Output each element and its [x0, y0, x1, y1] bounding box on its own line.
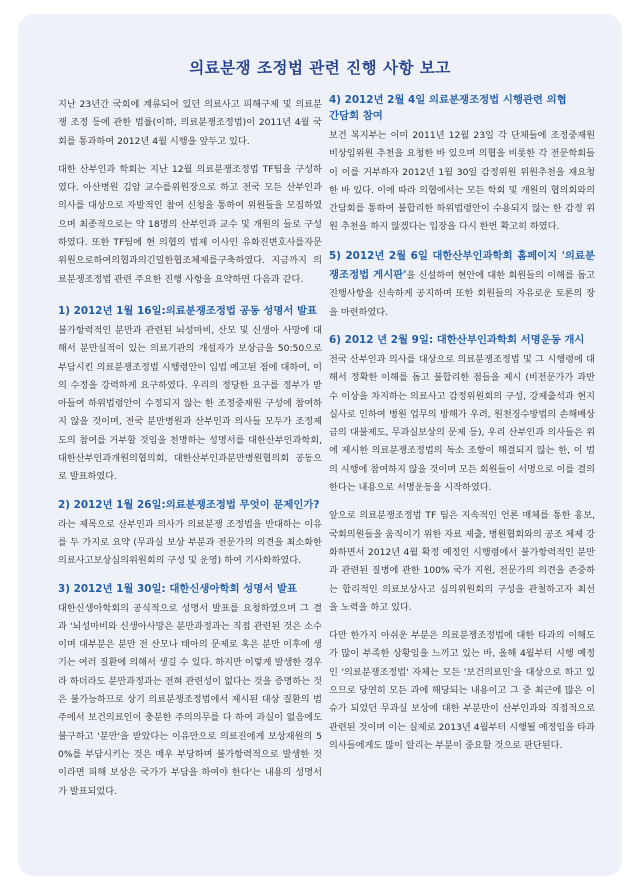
section-3 [58, 581, 322, 801]
intro-paragraph: 대한 산부인과 학회는 지난 12월 의료분쟁조정법 TF팀을 구성하였다. 아산병원 김암 교수를위원장으로 하고 전국 모든 산부인과 의사를 대상으로 자발적인 참여 신청을 통하여 위원들을 모집하였으며 최종적으로는 약 18명의 산부인과 교수 및 개원의 들로 구성하였다. 또한 TF팀에 현 의협의 법제 이사인 유화진변호사를자문위원으로하여의협과의긴밀한협조체제를구축하였다. 지금까지 의료분쟁조정법 관련 주요한 진행 사항을 요약하면 다음과 같다. [58, 163, 322, 285]
section-heading: 4) 2012년 2월 4일 의료분쟁조정법 시행관련 의협 간담회 참여 [329, 94, 567, 122]
section-body: 전국 산부인과 의사를 대상으로 의료분쟁조정법 및 그 시행령에 대해서 정확한 이해를 돕고 불합리한 점들을 제시 (비전문가가 과반수 이상을 차지하는 의료사고 감정위원회의 구성, 강제출석과 현지실사로 인하여 병원 업무의 방해가 우려, 원천징수방법의 손해배상금의 대불제도, 무과실보상의 문제 등), 우리 산부인과 의사들은 위에 제시한 의료분쟁조정법의 독소 조항이 해결되지 않는 한, 이 법의 시행에 참여하지 않을 것이며 모든 회원들이 서명으로 이를 결의한다는 내용으로 서명운동을 시작하였다. [329, 353, 595, 494]
section-2 [58, 497, 322, 571]
page-title: 의료분쟁 조정법 관련 진행 사항 보고 [189, 59, 451, 77]
section-body-inline [329, 247, 595, 322]
section-heading: 3) 2012년 1월 30일: 대한신생아학회 성명서 발표 [58, 582, 298, 595]
section-body: 다만 한가지 아쉬운 부분은 의료분쟁조정법에 대한 타과의 이해도가 많이 부족한 상황임을 느끼고 있는 바, 올해 4월부터 시행 예정인 '의료분쟁조정법' 자체는 모든 '보건의료인'을 대상으로 하고 있으므로 당연히 모든 과에 해당되는 내용이고 그 중 최근에 많은 이슈가 되었던 무과실 보상에 대한 부분만이 산부인과와 직접적으로 관련된 것이며 이는 실제로 2013년 4월부터 시행될 예정임을 타과 의사들에게도 많이 알리는 부분이 중요할 것으로 판단된다. [329, 630, 595, 751]
section-heading: 5) 2012년 2월 6일 대한산부인과학회 홈페이지 '의료분쟁조정법 게시판' [329, 249, 595, 282]
section-body: 대한신생아학회의 공식적으로 성명서 발표를 요청하였으며 그 결과 '뇌성마비와 신생아사망은 분만과정과는 직접 관련된 것은 소수이며 대부분은 분만 전 산모나 태아의 문제로 혹은 분만 이후에 생기는 여러 질환에 의해서 생길 수 있다. 하지만 이렇게 발생한 경우라 하더라도 분만과정과는 전혀 관련성이 없다는 것을 증명하는 것은 불가능하므로 상기 의료분쟁조정법에서 제시된 대상 질환의 범주에서 보건의료인이 충분한 주의의무를 다 하여 과실이 없음에도 불구하고 '분만'을 받았다는 이유만으로 의료진에게 보상재원의 50%를 부담시키는 것은 매우 부당하며 불가항력적으로 발생한 것이라면 피해 보상은 국가가 부담을 하여야 한다'는 내용의 성명서가 발표되었다. [58, 602, 322, 797]
section-body: 라는 제목으로 산부인과 의사가 의료분쟁 조정법을 반대하는 이유를 두 가지로 요약 (무과실 보상 부분과 전문가의 의견을 최소화한 의료사고보상심의위원회의 구성 및 운영) 하여 기사화하였다. [58, 518, 322, 567]
section-6 [329, 332, 595, 755]
intro-paragraph: 지난 23년간 국회에 계류되어 있던 의료사고 피해구제 및 의료분쟁 조정 등에 관한 법률(이하, 의료분쟁조정법)이 2011년 4월 국회를 통과하여 2012년 4월 시행을 앞두고 있다. [58, 99, 322, 147]
section-5 [329, 247, 595, 322]
section-4 [329, 92, 595, 237]
section-heading: 1) 2012년 1월 16일:의료분쟁조정법 공동 성명서 발표 [58, 304, 318, 317]
section-body: 불가항력적인 분만과 관련된 뇌성마비, 산모 및 신생아 사망에 대해서 분만실적이 있는 의료기관의 개설자가 보상금을 50:50으로 부담시킨 의료분쟁조정법 시행령안이 입법 예고된 점에 대하여, 이의 수정을 강력하게 요구하였다. 우리의 정당한 요구를 정부가 받아들여 하위법령안이 수정되지 않는 한 조정중재원 구성에 참여하지 않을 것이며, 전국 분만병원과 산부인과 의사들 모두가 조정제도의 참여를 거부할 것임을 천명하는 성명서를 대한산부인과학회, 대한산부인과개원의협의회, 대한산부인과분만병원협의회 공동으로 발표하였다. [58, 324, 322, 483]
section-heading: 2) 2012년 1월 26일:의료분쟁조정법 무엇이 문제인가? [58, 498, 320, 511]
right-column [329, 96, 595, 765]
section-heading: 6) 2012 년 2월 9일: 대한산부인과학회 서명운동 개시 [329, 333, 585, 346]
report-card [18, 14, 622, 876]
section-body-text: 을 신설하여 현안에 대한 회원들의 이해를 돕고 진행사항을 신속하게 공지하며 또한 회원들의 자유로운 토론의 장을 마련하였다. [329, 270, 596, 318]
left-column [58, 96, 322, 811]
section-body: 보건 복지부는 이미 2011년 12월 23일 각 단체들에 조정중재원 비상임위원 추천을 요청한 바 있으며 의협을 비롯한 각 전문학회들이 이를 거부하자 2012년 1월 30일 감정위원 위원추천을 재요청한 바 있다. 이에 따라 의협에서는 모든 학회 및 개원의 협의회와의 간담회를 통하여 불합리한 하위법령안이 수용되지 않는 한 감정 위원 추천을 하지 않겠다는 입장을 다시 한번 확고히 하였다. [329, 130, 595, 233]
section-1 [58, 303, 322, 487]
section-body: 앞으로 의료분쟁조정법 TF 팀은 지속적인 언론 매체를 통한 홍보, 국회의원들을 움직이기 위한 자료 제출, 병원협회와의 공조 체제 강화하면서 2012년 4월 확정 예정인 시행령에서 불가항력적인 분만과 관련된 질병에 관한 100% 국가 지원, 전문가의 의견을 존중하는 합리적인 의료보상사고 심의위원회의 구성을 관철하고자 최선을 노력을 하고 있다. [329, 510, 595, 613]
